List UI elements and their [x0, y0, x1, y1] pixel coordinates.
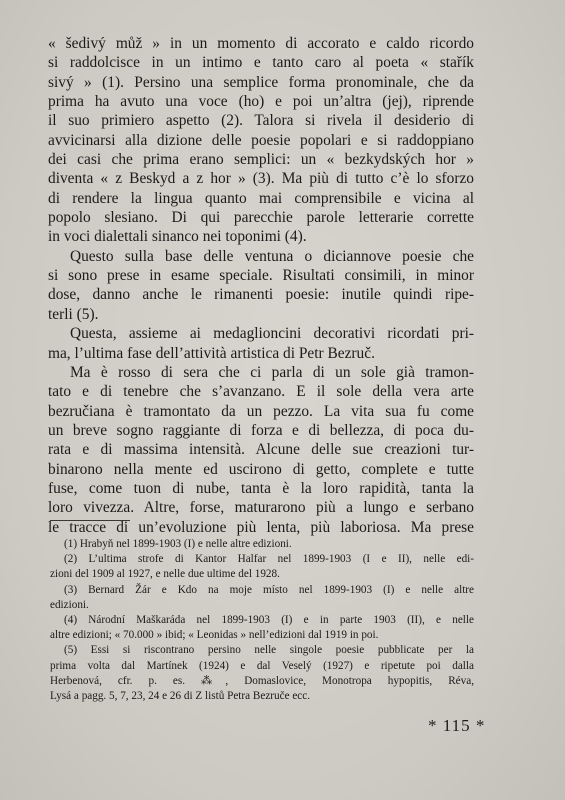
footnote-line: (3) Bernard Žár e Kdo na moje místo nel 1899-1903 (I) e nelle altre: [64, 583, 474, 596]
text-line: tato e di tenebre che s’avanzano. E il sole della vera arte: [48, 383, 474, 401]
text-line: binarono nella mente ed uscirono di getto, complete e tutte: [48, 460, 474, 478]
footnote-line: (5) Essi si riscontrano persino nelle singole poesie pubblicate per la: [64, 644, 474, 657]
footnote-line: (1) Hrabyň nel 1899-1903 (I) e nelle altre edizioni.: [64, 538, 292, 550]
text-line: « šedivý můž » in un momento di accorato e caldo ricordo: [48, 35, 474, 52]
footnote-separator: [50, 520, 130, 521]
text-line: prima ha avuto una voce (ho) e poi un’altra (jej), riprende: [48, 93, 474, 111]
text-line: Questo sulla base delle ventuna o diciannove poesie che: [70, 247, 474, 265]
text-line: avvicinarsi alla dizione delle poesie popolari e si raddoppiano: [48, 131, 474, 149]
text-line: Ma è rosso di sera che ci parla di un sole già tramon-: [70, 363, 474, 381]
footnote-line: edizioni.: [50, 598, 89, 611]
text-line: rata e di massima intensità. Alcune delle sue creazioni tur-: [48, 441, 474, 459]
text-line: di rendere la lingua quanto mai comprensibile e vicina al: [48, 189, 474, 207]
footnote-line: zioni del 1909 al 1927, e nelle due ultime del 1928.: [50, 568, 280, 581]
text-line: popolo slesiano. Di qui parecchie parole letterarie corrette: [48, 209, 474, 227]
text-line: diventa « z Beskyd a z hor » (3). Ma più di tutto c’è lo sforzo: [48, 170, 474, 188]
text-line: bezručiana è tramontato da un pezzo. La vita sua fu come: [48, 402, 474, 420]
body-text: [48, 34, 474, 537]
footnote-line: altre edizioni; « 70.000 » ibid; « Leonidas » nell’edizioni dal 1919 in poi.: [50, 629, 379, 642]
text-line: in voci dialettali sinanco nei toponimi (4).: [48, 228, 307, 246]
footnote-line: (4) Národní Maškaráda nel 1899-1903 (I) e in parte 1903 (II), e nelle: [64, 613, 474, 626]
text-line: ma, l’ultima fase dell’attività artistica di Petr Bezruč.: [48, 344, 375, 362]
footnotes: [50, 537, 474, 704]
text-line: le tracce di un’evoluzione più lenta, più laboriosa. Ma prese: [48, 518, 474, 536]
footnote-line: (2) L’ultima strofe di Kantor Halfar nel 1899-1903 (I e II), nelle edi-: [64, 553, 474, 566]
text-line: Questa, assieme ai medaglioncini decorativi ricordati pri-: [70, 325, 474, 343]
footnote-line: prima volta dal Martínek (1924) e dal Veselý (1927) e ripetute poi dalla: [50, 659, 474, 672]
text-line: sivý » (1). Persino una semplice forma pronominale, che da: [48, 73, 474, 91]
page-number: * 115 *: [428, 716, 486, 735]
text-line: si sono prese in esame speciale. Risultati consimili, in minor: [48, 267, 474, 285]
text-line: un breve sogno raggiante di forza e di bellezza, di poca du-: [48, 421, 474, 439]
text-line: il suo primiero aspetto (2). Talora si rivela il desiderio di: [48, 112, 474, 130]
text-line: si raddolcisce in un intimo e tanto caro al poeta « stařík: [48, 54, 474, 72]
text-line: fuse, come tuon di nube, tanta è la loro rapidità, tanta la: [48, 479, 474, 497]
text-line: dose, danno anche le rimanenti poesie: inutile quindi ripe-: [48, 286, 474, 304]
footnote-line: Herbenová, cfr. p. es. ⁂, Domaslovice, Monotropa hypopitis, Réva,: [50, 674, 474, 687]
text-line: loro vivezza. Altre, forse, maturarono più a lungo e serbano: [48, 499, 474, 517]
footnote-line: Lysá a pagg. 5, 7, 23, 24 e 26 di Z listů Petra Bezruče ecc.: [50, 689, 311, 702]
text-line: dei casi che prima erano semplici: un « bezkydských hor »: [48, 151, 474, 169]
text-line: terli (5).: [48, 305, 99, 323]
